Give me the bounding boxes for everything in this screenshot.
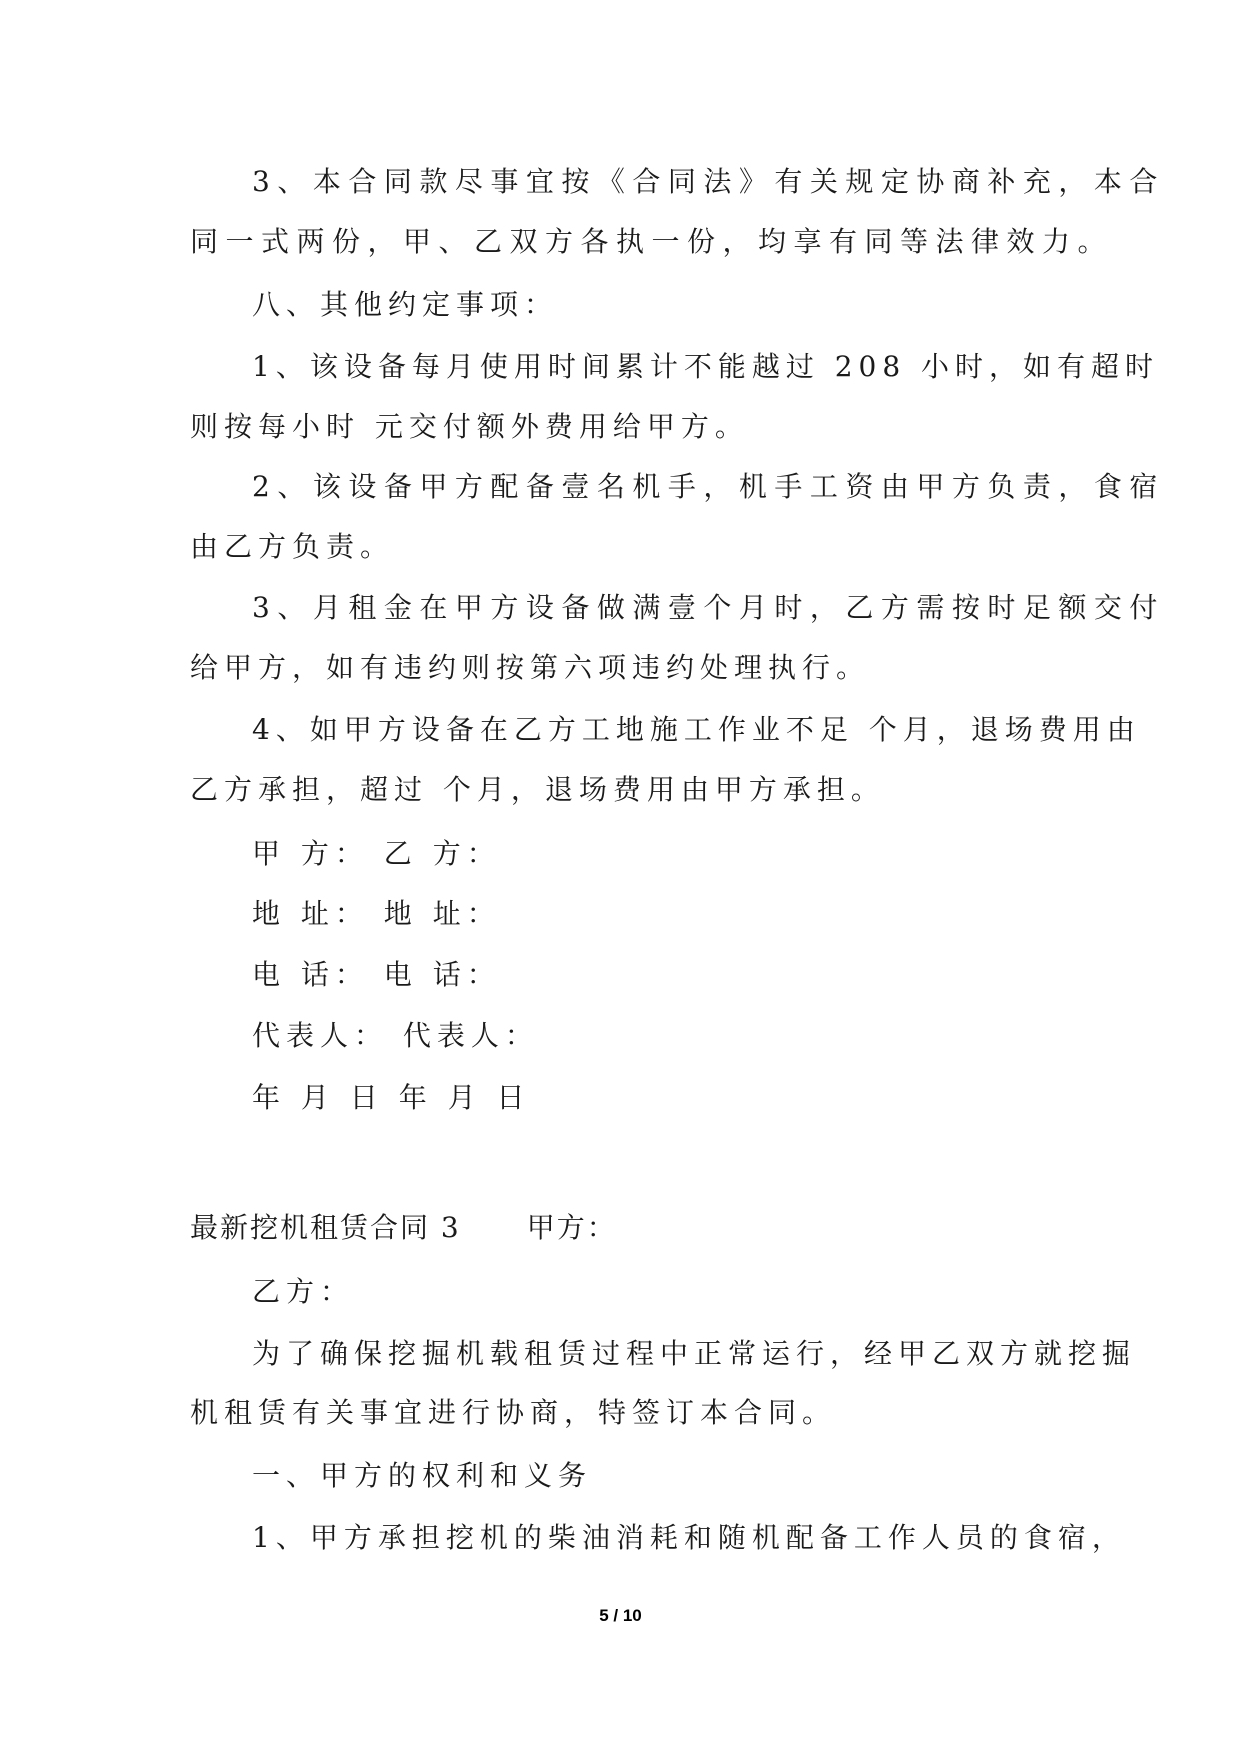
- section-8-heading: 八、其他约定事项：: [252, 288, 559, 321]
- page-number: 5 / 10: [599, 1606, 642, 1625]
- clause-8-3-line-1: 3、月租金在甲方设备做满壹个月时，乙方需按时足额交付: [252, 591, 1165, 624]
- signature-party: 甲 方： 乙 方：: [252, 837, 501, 870]
- clause-3-line-1: 3、本合同款尽事宜按《合同法》有关规定协商补充，本合: [252, 165, 1165, 198]
- clause-8-4-line-2: 乙方承担，超过 个月，退场费用由甲方承担。: [190, 773, 885, 806]
- signature-address: 地 址： 地 址：: [252, 897, 501, 930]
- clause-8-4-line-1: 4、如甲方设备在乙方工地施工作业不足 个月，退场费用由: [252, 713, 1141, 746]
- clause-8-3-line-2: 给甲方，如有违约则按第六项违约处理执行。: [190, 651, 871, 684]
- title-party-a: 甲方：: [526, 1211, 617, 1244]
- intro-line-1: 为了确保挖掘机载租赁过程中正常运行，经甲乙双方就挖掘: [252, 1337, 1137, 1370]
- clause-3-line-2: 同一式两份，甲、乙双方各执一份，均享有同等法律效力。: [190, 225, 1114, 258]
- party-b-label: 乙方：: [252, 1275, 355, 1308]
- clause-1-1-line-1: 1、甲方承担挖机的柴油消耗和随机配备工作人员的食宿，: [252, 1521, 1126, 1554]
- signature-date: 年 月 日 年 月 日: [252, 1081, 531, 1114]
- signature-representative: 代表人： 代表人：: [252, 1019, 539, 1052]
- intro-line-2: 机租赁有关事宜进行协商，特签订本合同。: [190, 1396, 837, 1429]
- clause-8-2-line-1: 2、该设备甲方配备壹名机手，机手工资由甲方负责，食宿: [252, 470, 1165, 503]
- section-1-heading: 一、甲方的权利和义务: [252, 1459, 593, 1492]
- signature-phone: 电 话： 电 话：: [252, 958, 501, 991]
- contract-title-row: [190, 1208, 617, 1248]
- clause-8-1-line-1: 1、该设备每月使用时间累计不能越过 208 小时，如有超时: [252, 350, 1160, 383]
- contract-title: 最新挖机租赁合同 3: [190, 1211, 461, 1244]
- clause-8-1-line-2: 则按每小时 元交付额外费用给甲方。: [190, 410, 749, 443]
- clause-8-2-line-2: 由乙方负责。: [190, 530, 395, 563]
